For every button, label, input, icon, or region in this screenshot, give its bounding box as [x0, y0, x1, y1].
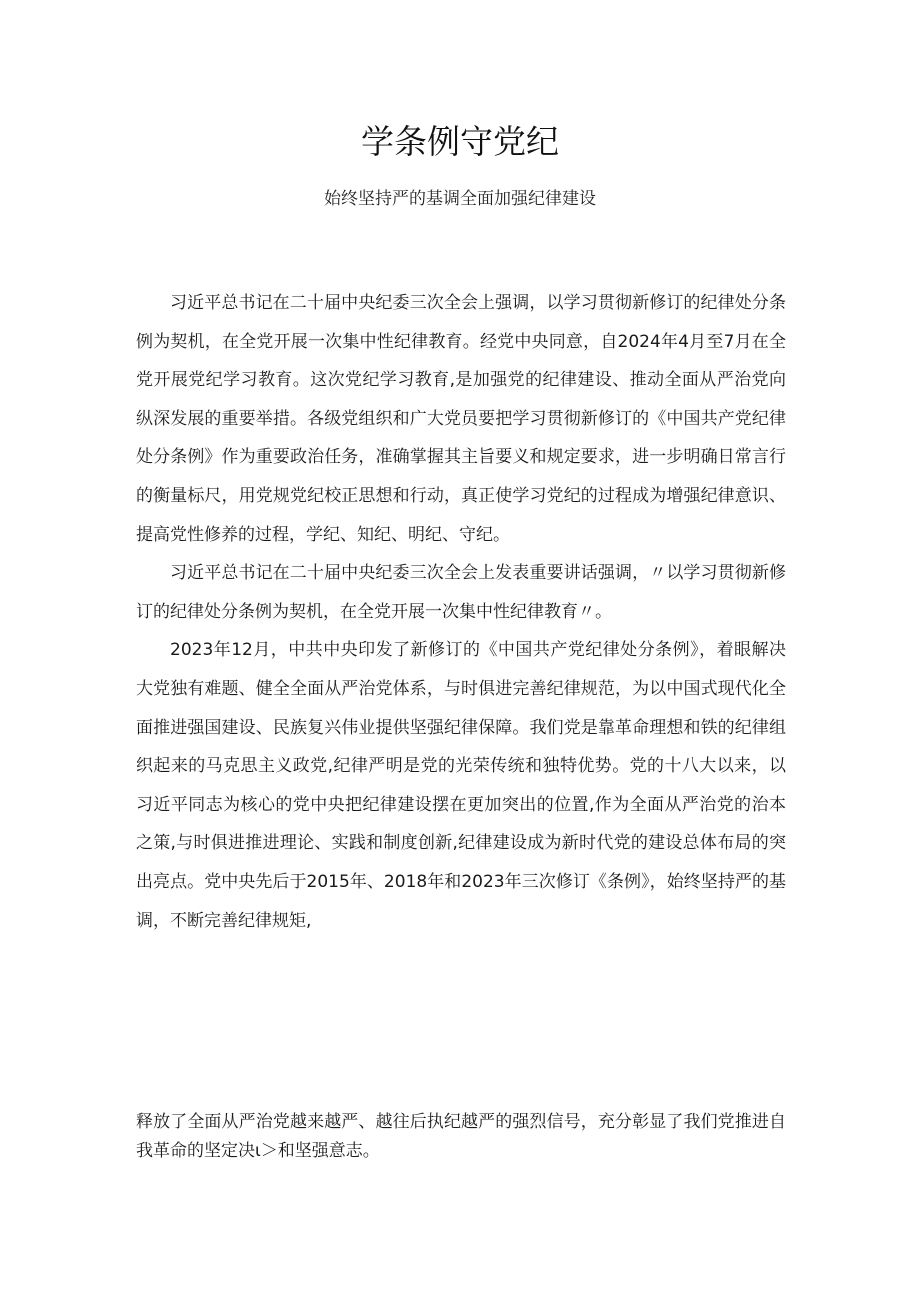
document-subtitle: 始终坚持严的基调全面加强纪律建设 — [324, 189, 596, 209]
document-body — [136, 284, 786, 940]
paragraph-4: 释放了全面从严治党越来越严、越往后执纪越严的强烈信号，充分彰显了我们党推进自我革命的坚定决ι＞和坚强意志。 — [136, 1112, 786, 1161]
paragraph-3: 2023年12月，中共中央印发了新修订的《中国共产党纪律处分条例》，着眼解决大党独有难题、健全全面从严治党体系，与时俱进完善纪律规范，为以中国式现代化全面推进强国建设、民族复兴伟业提供坚强纪律保障。我们党是靠革命理想和铁的纪律组织起来的马克思主义政党,纪律严明是党的光荣传统和独特优势。党的十八大以来，以习近平同志为核心的党中央把纪律建设摆在更加突出的位置,作为全面从严治党的治本之策,与时俱进推进理论、实践和制度创新,纪律建设成为新时代党的建设总体布局的突出亮点。党中央先后于2015年、2018年和2023年三次修订《条例》，始终坚持严的基调，不断完善纪律规矩, — [136, 640, 786, 931]
document-title: 学条例守党纪 — [361, 122, 559, 161]
paragraph-1: 习近平总书记在二十届中央纪委三次全会上强调，以学习贯彻新修订的纪律处分条例为契机，在全党开展一次集中性纪律教育。经党中央同意，自2024年4月至7月在全党开展党纪学习教育。这次党纪学习教育,是加强党的纪律建设、推动全面从严治党向纵深发展的重要举措。各级党组织和广大党员要把学习贯彻新修订的《中国共产党纪律处分条例》作为重要政治任务，准确掌握其主旨要义和规定要求，进一步明确日常言行的衡量标尺，用党规党纪校正思想和行动，真正使学习党纪的过程成为增强纪律意识、提高党性修养的过程，学纪、知纪、明纪、守纪。 — [136, 293, 786, 545]
paragraph-2: 习近平总书记在二十届中央纪委三次全会上发表重要讲话强调，〃以学习贯彻新修订的纪律处分条例为契机，在全党开展一次集中性纪律教育〃。 — [136, 563, 786, 622]
